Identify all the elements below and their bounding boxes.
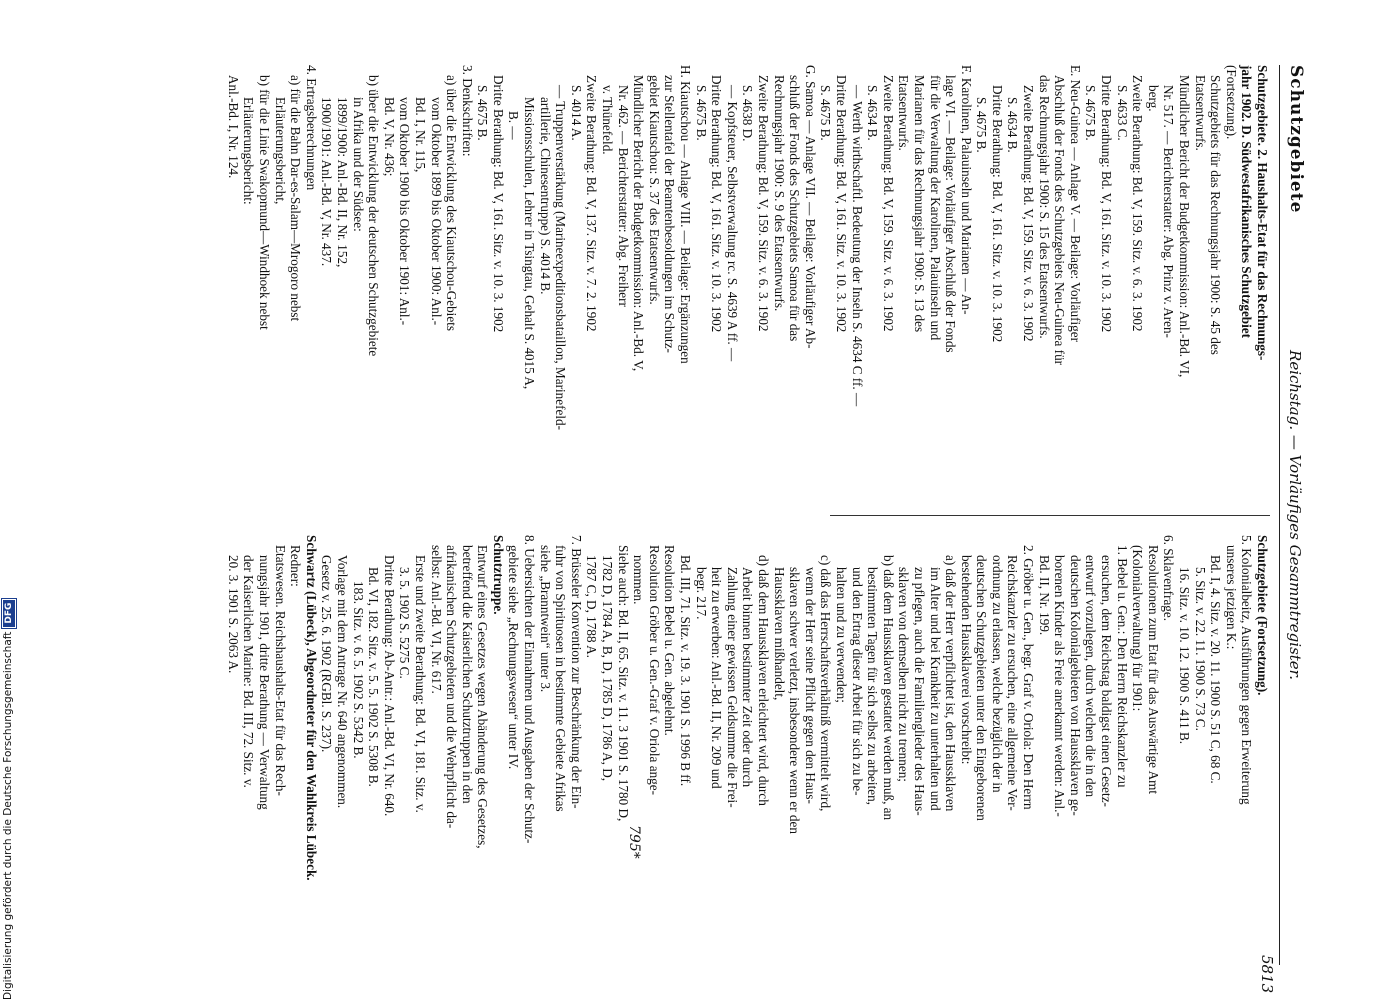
right-column-line: Resolution Bebel u. Gen. abgelehnt. [662,545,678,736]
right-column-line: Bd. III, 71. Sitz. v. 19. 3. 1901 S. 1996 B ff. [678,555,694,787]
left-column-line: — Werth wirthschaftl. Bedeutung der Inseln S. 4634 C ff. — [849,85,865,407]
right-column-line: 5. Sitz. v. 22. 11. 1900 S. 73 C. [1192,567,1208,731]
left-column-line: Dritte Berathung: Bd. V, 161. Sitz. v. 10. 3. 1902 [1099,75,1115,333]
right-column-line: nungsjahr 1901, dritte Berathung — Verwaltung [257,555,272,810]
left-column-line: Mündlicher Bericht der Budgetkommission: Anl.-Bd. V, [631,75,647,372]
left-column-line: berg. [1145,85,1161,112]
left-column-line: Dritte Berathung: Bd. V, 161. Sitz. v. 10. 3. 1902 [833,75,849,333]
right-column-line: Arbeit binnen bestimmter Zeit oder durch [740,567,756,788]
right-column-line: 16. Sitz. v. 10. 12. 1900 S. 411 B. [1177,567,1193,745]
right-column-line: der Kaiserlichen Marine: Bd. III, 72. Sitz. v. [241,555,257,788]
left-column-line: Erläuterungsbericht, [272,97,288,205]
right-column-line: 7. Brüsseler Konvention zur Beschränkung der Ein- [568,535,584,809]
right-column-line: d) daß dem Haussklaven erleichtert wird, durch [756,555,771,806]
right-column-line: borenen Kinder als Freie anerkannt werden: Anl.- [1052,555,1068,817]
page-number: 5813 [1258,955,1276,994]
left-column-line: 1900/1901: Anl.-Bd. V, Nr. 437. [319,97,335,267]
right-column-line: und den Ertrag dieser Arbeit für sich zu be- [849,567,865,796]
left-column-line: Mündlicher Bericht der Budgetkommission: Anl.-Bd. VI, [1177,75,1193,378]
right-column-line: halten und zu verwenden; [833,567,849,703]
left-column-line: Dritte Berathung: Bd. V, 161. Sitz. v. 10. 3. 1902 [709,75,725,333]
left-column-line: Schutzgebiets für das Rechnungsjahr 1900: S. 45 des [1208,75,1224,355]
right-column-line: Vorlage mit dem Antrage Nr. 640 angenommen. [334,555,350,809]
left-column-line: Zweite Berathung: Bd. V, 159. Sitz. v. 6. 3. 1902 [1130,75,1146,332]
right-column-line: nommen. [631,555,647,605]
left-column-line: E. Neu-Guinea — Anlage V. — Beilage: Vorläufiger [1067,65,1083,342]
right-column-line: Resolutionen zum Etat für das Auswärtige Amt [1145,545,1161,795]
right-column-line: deutschen Schutzgebieten unter den Eingeborenen [974,555,990,821]
left-column-line: Bd. I, Nr. 115, [412,97,428,173]
right-column-line: a) daß der Herr verpflichtet ist, den Haussklaven [943,555,959,812]
left-column-line: Rechnungsjahr 1900: S. 9 des Etatsentwurfs. [771,75,787,312]
right-column-line: Bd. II, Nr. 199. [1036,555,1052,636]
left-column-line: vom Oktober 1900 bis Oktober 1901: Anl.- [397,97,413,326]
left-column-line: lage VI. — Beilage: Vorläufiger Abschluß der Fonds [943,75,959,353]
right-column-line: 183. Sitz. v. 6. 5. 1902 S. 5342 B. [350,581,366,759]
right-column-line: Gesetz v. 25. 6. 1902 (RGBl. S. 237). [319,555,335,753]
left-column-line: Etatsentwurfs. [1192,75,1208,151]
left-column-line: Dritte Berathung: Bd. V, 161. Sitz. v. 10. 3. 1902 [490,75,506,333]
left-column-line: S. 4675 B. [1083,85,1099,141]
right-column-line: ordnung zu erlassen, welche bezüglich der in [989,555,1005,793]
right-column-line: bestehenden Haussklaverei vorschreibt: [958,555,974,765]
left-column-line: S. 4675 B. [974,97,990,153]
column-divider [830,515,1270,516]
running-title: Reichstag. — Vorläufiges Gesammtregister. [1286,350,1304,680]
left-column-line: das Rechnungsjahr 1900: S. 15 des Etatsentwurfs. [1036,75,1052,339]
left-column-line: schluß der Fonds des Schutzgebiets Samoa für das [787,75,803,342]
left-column-line: jahr 1902. D. Südwestafrikanisches Schutzgebiet [1239,65,1255,339]
right-column-line: 6. Sklavenfrage. [1161,535,1177,622]
left-column-line: Anl.-Bd. I, Nr. 124. [225,75,241,179]
right-column-line: Reichskanzler zu ersuchen, eine allgemeine Ver- [1005,555,1021,811]
right-column-line: siehe „Branntwein“ unter 3. [537,545,553,693]
right-column-line: Schutztruppe. [490,535,506,615]
left-column-line: (Fortsetzung). [1223,65,1239,140]
left-column-line: S. 4675 B. [693,85,709,141]
right-column-line: Entwurf eines Gesetzes wegen Abänderung des Gesetzes, [475,545,491,849]
right-column [225,535,1270,965]
left-column-line: F. Karolinen, Palauinseln und Marianen — An- [958,65,974,315]
right-column-line: Schutzgebiete (Fortsetzung). [1255,535,1270,696]
left-column-line: S. 4638 D. [740,85,756,142]
left-column-line: Abschluß der Fonds des Schutzgebiets Neu-Guinea für [1052,75,1068,366]
right-column-line: Etatswesen. Reichshaushalts-Etat für das Rech- [272,545,288,796]
left-column-line: Marianen für das Rechnungsjahr 1900: S. 13 des [911,75,927,333]
left-column-line: für die Verwaltung der Karolinen, Palauinseln und [927,75,943,341]
right-column-line: afrikanischen Schutzgebieten und die Wehrpflicht da- [444,545,460,829]
right-column-line: Dritte Berathung: Ab-Antr.: Anl.-Bd. VI, Nr. 640. [381,555,397,817]
left-column-line: a) über die Entwicklung des Kiautschou-Gebiets [444,75,460,331]
left-column-line: Zweite Berathung: Bd. V, 159. Sitz. v. 6. 3. 1902 [880,75,896,332]
right-column-line: selbst: Anl.-Bd. VI, Nr. 617. [428,545,444,694]
right-column-line: b) daß dem Haussklaven gestattet werden muß, an [880,555,896,821]
left-column-line: Schutzgebiete. 2. Haushalts-Etat für das Rechnungs- [1255,65,1270,361]
right-column-line: sklaven schwer verletzt, insbesondere wenn er den [787,567,803,834]
left-column-line: H. Kiautschou — Anlage VIII. — Beilage: Ergänzungen [678,65,694,364]
left-column-line: Zweite Berathung: Bd. V, 137. Sitz. v. 7. 2. 1902 [584,75,600,332]
document-page [80,65,1310,965]
left-column-line: Etatsentwurfs. [896,75,912,151]
left-column-line: 4. Ertragsberechnungen [303,65,319,191]
left-column-line: b) über die Entwicklung der deutschen Schutzgebiete [366,75,382,357]
left-column [225,65,1270,495]
left-column-line: in Afrika und der Südsee: [350,97,366,232]
right-column-line: Erste und zweite Berathung: Bd. VI, 181. Sitz. v. [412,555,428,813]
right-column-line: (Kolonialverwaltung) für 1901: [1130,545,1146,712]
right-column-line: sklaven von demselben nicht zu trennen; [896,567,912,782]
right-column-line: Bd. VI, 182. Sitz. v. 5. 5. 1902 S. 5308 B. [366,567,382,787]
left-column-line: b) für die Linie Swakopmund—Windhoek nebst [257,75,272,330]
right-column-line: Resolution Gröber u. Gen.-Graf v. Oriola ange- [646,545,662,795]
right-column-line: 20. 3. 1901 S. 2063 A. [225,555,241,674]
left-column-line: S. 4675 B. [818,85,834,141]
right-column-line: 8. Uebersichten der Einnahmen und Ausgaben der Schutz- [522,535,538,844]
right-column-line: 5. Kolonialbeitz, Ausführungen gegen Erweiterung [1239,535,1255,805]
right-column-line: 1. Bebel u. Gen.: Den Herrn Reichskanzler zu [1114,545,1130,788]
right-column-line: 1787 C, D, 1788 A. [584,555,600,658]
left-column-line: S. 4014 A. [568,85,584,141]
right-column-line: 3. 5. 1902 S. 5275 C. [397,567,413,679]
left-column-line: a) für die Bahn Dar-es-Salam—Mrogoro nebst [288,75,304,322]
left-column-line: Missionsschulen, Lehrer in Tsingtau, Gehalt S. 4015 A, [522,97,538,390]
right-column-line: unseres jetzigen K.: [1223,545,1239,650]
right-column-line: Zahlung einer gewissen Geldsumme die Frei- [724,567,740,808]
left-column-line: — Kopfsteuer, Selbstverwaltung rc. S. 4639 A ff. — [724,85,740,362]
right-column-line: deutschen Kolonialgebieten von Haussklaven ge- [1067,555,1083,816]
right-column-line: im Alter und bei Krankheit zu unterhalten und [927,567,943,811]
left-column-line: v. Thünefeld. [600,85,616,155]
right-column-line: Schwartz (Lübeck), Abgeordneter für den Wahlkreis Lübeck. [303,535,319,881]
left-column-line: S. 4633 C. [1114,85,1130,141]
left-column-line: Nr. 517. — Berichterstatter: Abg. Prinz v. Aren- [1161,85,1177,338]
left-column-line: Zweite Berathung: Bd. V, 159. Sitz. v. 6. 3. 1902 [756,75,771,332]
right-column-line: Haussklaven mißhandelt, [771,567,787,701]
right-column-line: bestimmten Tagen für sich selbst zu arbeiten, [865,567,881,805]
left-column-line: artillerie, Chinesentruppe) S. 4014 B. [537,97,553,295]
right-column-line: betreffend die Kaiserlichen Schutztruppen in den [459,545,475,804]
right-column-line: heit zu erwerben: Anl.-Bd. II, Nr. 209 und [709,567,725,789]
left-column-line: gebiet Kiautschou: S. 37 des Etatsentwurfs. [646,75,662,305]
left-column-line: vom Oktober 1899 bis Oktober 1900: Anl.- [428,97,444,326]
right-column-line: Siehe auch: Bd. II, 65. Sitz. v. 11. 3 1901 S. 1780 D, [615,545,631,822]
left-column-line: zur Stellentafel der Beamtenbesoldungen im Schutz- [662,75,678,353]
left-column-line: G. Samoa — Anlage VII. — Beilage: Vorläufiger Ab- [802,65,818,349]
left-column-line: Nr. 462. — Berichterstatter: Abg. Freiherr [615,85,631,307]
left-column-line: 1899/1900: Anl.-Bd. II, Nr. 152, [334,97,350,268]
right-column-line: ersuchen, dem Reichstag baldigst einen Gesetz- [1099,555,1115,807]
right-column-line: Redner: [288,545,304,587]
right-column-line: entwurf vorzulegen, durch welchen die in den [1083,555,1099,798]
left-column-line: Zweite Berathung: Bd. V, 159. Sitz. v. 6. 3. 1902 [1021,85,1037,342]
right-column-line: 1782 D, 1784 A, B, D, 1785 D, 1786 A, D, [600,555,616,782]
right-column-line: zu pflegen, auch die Familienglieder des Haus- [911,567,927,816]
right-column-line: 2. Gröber u. Gen., begr. Graf v. Oriola: Den Herrn [1021,545,1037,810]
page-header [1279,65,1310,965]
right-column-line: begr. 217. [693,567,709,620]
right-column-line: gebiete siehe „Rechnungswesen“ unter IV. [506,545,522,770]
left-column-line: S. 4634 B. [865,85,881,141]
section-left-heading: Schutzgebiete [1286,65,1306,214]
left-column-line: Dritte Berathung: Bd. V, 161. Sitz. v. 10. 3. 1902 [989,85,1005,343]
credit-text: Digitalisierung gefördert durch die Deutsche Forschungsgemeinschaft [2,631,14,1000]
left-column-line: — Truppenverstärkung (Marineexpeditionsbataillon, Marinefeld- [553,85,569,430]
left-column-line: 3. Denkschriften: [459,65,475,157]
page-signature: 795* [626,825,642,859]
right-column-line: wenn der Herr seine Pflicht gegen den Haus- [802,567,818,804]
right-column-line: fuhr von Spirituosen in bestimmte Gebiete Afrikas [553,545,569,812]
right-column-line: Bd. I, 4. Sitz. v. 20. 11. 1900 S. 51 C, 68 C. [1208,555,1224,784]
digitization-credit [2,599,16,1000]
left-column-line: Erläuterungsbericht: [241,97,257,205]
right-column-line: c) daß das Herrschaftsverhältniß vermittelt wird, [818,555,834,812]
left-column-line: Bd. V, Nr. 436; [381,97,397,177]
left-column-line: S. 4634 B. [1005,97,1021,153]
dfg-logo: DFG [2,599,16,628]
left-column-line: B. — [506,111,522,140]
left-column-line: S. 4675 B. [475,85,491,141]
